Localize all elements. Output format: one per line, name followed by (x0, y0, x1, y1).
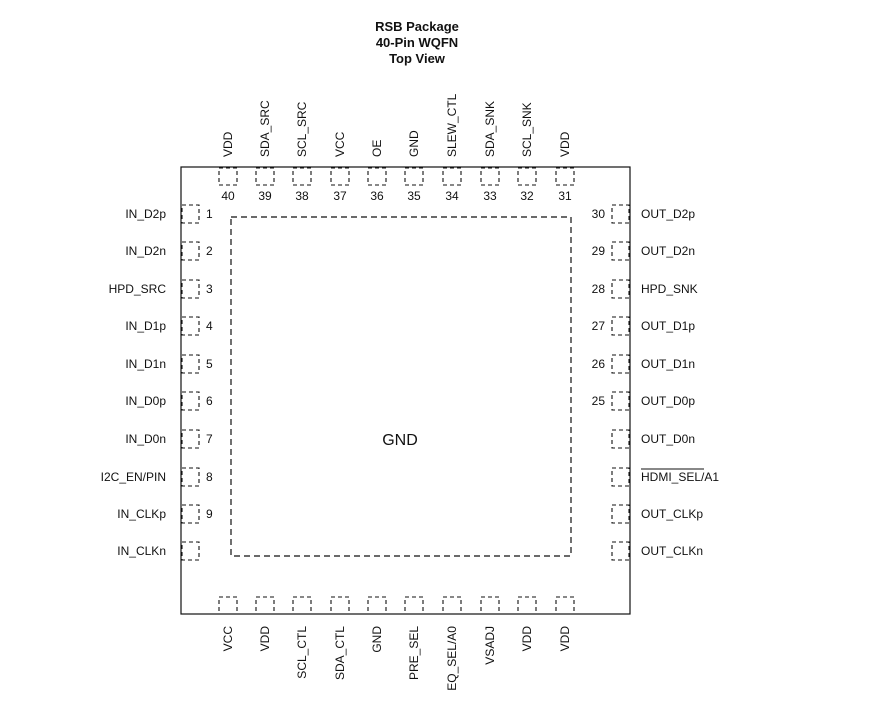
pin-name: VDD (258, 626, 272, 652)
pin-pad (612, 355, 629, 373)
pin-pad (612, 317, 629, 335)
bottom-pin (443, 597, 461, 691)
bottom-pin (219, 597, 237, 651)
pin-pad (182, 317, 199, 335)
pin-pad (556, 168, 574, 185)
thermal-pad-label: GND (382, 432, 418, 449)
pin-number: 40 (221, 189, 235, 203)
pin-pad (612, 430, 629, 448)
pin-pad (612, 468, 629, 486)
pin-pad (518, 168, 536, 185)
pin-pad (612, 242, 629, 260)
bottom-pin (368, 597, 386, 653)
pin-name: VCC (333, 131, 347, 157)
pin-number: 34 (445, 189, 459, 203)
left-pin-2 (125, 242, 213, 260)
pin-name: IN_D0p (125, 394, 166, 408)
pin-pad (182, 242, 199, 260)
pin-number: 9 (206, 507, 213, 521)
pin-pad (481, 597, 499, 614)
pin-pad (612, 392, 629, 410)
pin-name: VDD (520, 626, 534, 652)
pin-name: IN_D0n (125, 432, 166, 446)
pin-name: PRE_SEL (407, 626, 421, 681)
top-pin-32 (518, 102, 536, 203)
pin-pad (182, 542, 199, 560)
pin-name: HPD_SNK (641, 282, 698, 296)
pin-name: I2C_EN/PIN (100, 470, 166, 484)
pin-pad (368, 168, 386, 185)
pin-name: IN_D2p (125, 207, 166, 221)
pin-number: 6 (206, 394, 213, 408)
pin-name: VCC (221, 626, 235, 652)
pin-pad (182, 205, 199, 223)
pin-name: OUT_D0p (641, 394, 696, 408)
pin-pad (612, 280, 629, 298)
pin-pad (331, 168, 349, 185)
right-pin-25 (592, 392, 696, 410)
pin-pad (256, 168, 274, 185)
pin-name: SCL_CTL (295, 626, 309, 679)
pin-number: 8 (206, 470, 213, 484)
pin-pad (443, 168, 461, 185)
left-pin-6 (125, 392, 213, 410)
pin-pad (219, 168, 237, 185)
pin-number: 30 (591, 207, 605, 221)
pin-pad (612, 205, 629, 223)
pin-number: 38 (295, 189, 309, 203)
pin-name: EQ_SEL/A0 (445, 626, 459, 691)
pin-name: GND (370, 626, 384, 653)
right-pin (612, 430, 695, 448)
right-pin-29 (592, 242, 695, 260)
right-pin (612, 505, 703, 523)
left-pin (117, 542, 199, 560)
pin-pad (182, 505, 199, 523)
left-pin-4 (125, 317, 213, 335)
package-subtitle: 40-Pin WQFN (375, 35, 459, 50)
pin-name: IN_D1p (125, 319, 166, 333)
package-body (181, 167, 630, 614)
pin-name: VDD (558, 131, 572, 157)
pin-number: 4 (206, 319, 213, 333)
pin-name: OUT_D2n (641, 244, 696, 258)
pin-name: OUT_D0n (641, 432, 696, 446)
pin-name: SLEW_CTL (445, 93, 459, 157)
pin-number: 39 (258, 189, 272, 203)
bottom-pin (518, 597, 536, 651)
top-pin-39 (256, 100, 274, 203)
right-pin (612, 468, 719, 486)
pin-name: IN_CLKp (117, 507, 166, 521)
left-pin-8 (101, 468, 213, 486)
pin-number: 32 (520, 189, 534, 203)
pin-number: 1 (206, 207, 213, 221)
pin-number: 25 (591, 394, 605, 408)
pin-name: VDD (558, 626, 572, 652)
package-title: RSB Package (375, 19, 459, 34)
pin-name: OUT_D2p (641, 207, 696, 221)
top-pin-33 (481, 101, 499, 203)
pin-pad (182, 430, 199, 448)
pin-name: SDA_SNK (483, 100, 497, 157)
pin-pad (293, 597, 311, 614)
pin-number: 7 (206, 432, 213, 446)
pin-name: OUT_D1n (641, 357, 696, 371)
right-pin-28 (592, 280, 698, 298)
pin-number: 5 (206, 357, 213, 371)
pin-number: 27 (591, 319, 605, 333)
pin-number: 2 (206, 244, 213, 258)
right-pin-27 (592, 317, 696, 335)
pin-pad (612, 542, 629, 560)
top-pin-36 (368, 140, 386, 203)
pin-name: VDD (221, 131, 235, 157)
pin-pad (518, 597, 536, 614)
right-pin (612, 542, 703, 560)
pin-name: HPD_SRC (108, 282, 166, 296)
left-pin-1 (125, 205, 213, 223)
pin-name: OUT_CLKn (641, 544, 704, 558)
pin-pad (612, 505, 629, 523)
top-pin-38 (293, 101, 311, 203)
pin-number: 36 (370, 189, 384, 203)
pin-number: 29 (591, 244, 605, 258)
pin-number: 35 (407, 189, 421, 203)
pin-pad (405, 168, 423, 185)
right-pin-30 (592, 205, 696, 223)
pin-name: SCL_SRC (295, 101, 309, 157)
pin-pad (368, 597, 386, 614)
pin-number: 28 (591, 282, 605, 296)
pin-name: SDA_CTL (333, 626, 347, 681)
pin-pad (293, 168, 311, 185)
left-pin-9 (117, 505, 213, 523)
bottom-pin (481, 597, 499, 665)
pin-name: SCL_SNK (520, 102, 534, 157)
pin-pad (182, 468, 199, 486)
pin-pad (256, 597, 274, 614)
thermal-pad (231, 217, 571, 556)
pin-name: HDMI_SEL/A1 (641, 470, 720, 484)
view-label: Top View (389, 51, 445, 66)
bottom-pin (556, 597, 574, 651)
bottom-pin (405, 597, 423, 680)
pin-pad (443, 597, 461, 614)
top-pin-34 (443, 93, 461, 203)
pin-number: 37 (333, 189, 347, 203)
pin-number: 33 (483, 189, 497, 203)
pin-number: 26 (591, 357, 605, 371)
pin-name: IN_D1n (125, 357, 166, 371)
pin-name: IN_D2n (125, 244, 166, 258)
pin-pad (182, 280, 199, 298)
pin-pad (182, 392, 199, 410)
pin-pad (182, 355, 199, 373)
pin-name: VSADJ (483, 626, 497, 665)
pin-number: 3 (206, 282, 213, 296)
bottom-pin (293, 597, 311, 679)
pin-pad (219, 597, 237, 614)
left-pin-3 (109, 280, 213, 298)
left-pin-7 (125, 430, 213, 448)
pin-number: 31 (558, 189, 572, 203)
right-pin-26 (592, 355, 695, 373)
pin-pad (331, 597, 349, 614)
left-pin-5 (125, 355, 213, 373)
pin-name: OE (370, 139, 384, 157)
pin-name: IN_CLKn (117, 544, 166, 558)
pin-pad (481, 168, 499, 185)
pin-pad (405, 597, 423, 614)
pin-name: SDA_SRC (258, 100, 272, 157)
pin-name: OUT_D1p (641, 319, 696, 333)
bottom-pin (256, 597, 274, 651)
pin-name: GND (407, 130, 421, 157)
pin-name: OUT_CLKp (641, 507, 704, 521)
bottom-pin (331, 597, 349, 680)
pin-pad (556, 597, 574, 614)
